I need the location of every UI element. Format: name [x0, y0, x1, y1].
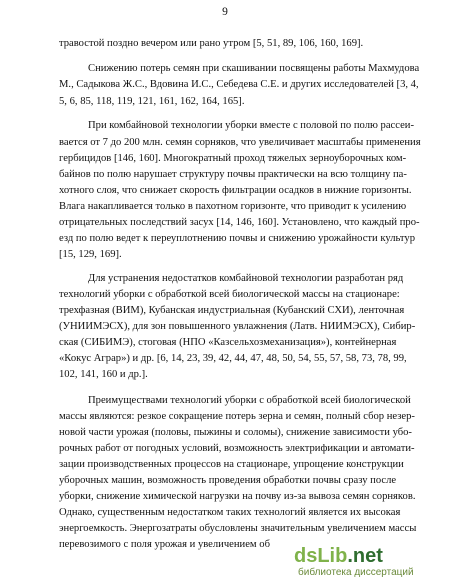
- text-line: Влага накапливается только в пахотном горизонте, что приводит к усилению: [59, 201, 407, 212]
- text-line: М., Садыкова Ж.С., Вдовина И.С., Себедева С.Е. и других исследователей [3, 4,: [59, 79, 419, 90]
- text-line: рочных работ от погодных условий, возможность электрификации и автомати-: [59, 443, 415, 454]
- text-line: 102, 141, 160 и др.].: [59, 369, 148, 380]
- text-line: массы являются: резкое сокращение потерь зерна и семян, полный сбор незер-: [59, 411, 415, 422]
- text-line: травостой поздно вечером или рано утром [5, 51, 89, 106, 160, 169].: [59, 38, 364, 49]
- dslib-logo: dsLib.net: [294, 545, 383, 567]
- text-line: При комбайновой технологии уборки вместе с половой по полю рассеи-: [88, 120, 414, 131]
- text-line: ская (СИБИМЭ), стоговая (НПО «Казсельхозмеханизация»), контейнерная: [59, 337, 397, 348]
- text-line: байнов по полю нарушает структуру почвы практически на всю толщину па-: [59, 169, 407, 180]
- text-line: зации производственных процессов на стационаре, упрощение конструкции: [59, 459, 404, 470]
- text-line: [15, 129, 169].: [59, 249, 122, 260]
- text-line: вается от 7 до 200 млн. семян сорняков, что увеличивает масштабы применения: [59, 137, 421, 148]
- text-line: отрицательных последствий засух [14, 146, 160]. Установлено, что каждый про-: [59, 217, 420, 228]
- text-line: уборки, снижение химической нагрузки на почву из-за вывоза семян сорняков.: [59, 491, 416, 502]
- text-line: гербицидов [146, 160]. Многократный проход тяжелых зерноуборочных ком-: [59, 153, 407, 164]
- text-line: Преимуществами технологий уборки с обработкой всей биологической: [88, 395, 411, 406]
- text-line: (УНИИМЭСХ), для зон повышенного увлажнения (Латв. НИИМЭСХ), Сибир-: [59, 321, 416, 332]
- dslib-watermark: [294, 544, 444, 580]
- text-line: «Кокус Аграр») и др. [6, 14, 23, 39, 42, 44, 47, 48, 50, 54, 55, 57, 58, 73, 78, 99,: [59, 353, 407, 364]
- text-line: Для устранения недостатков комбайновой технологии разработан ряд: [88, 273, 404, 284]
- text-line: 5, 6, 85, 118, 119, 121, 161, 162, 164, 165].: [59, 96, 245, 107]
- text-line: Однако, существенным недостатком таких технологий является их высокая: [59, 507, 401, 518]
- text-line: трехфазная (ВИМ), Кубанская индустриальная (Кубанский СХИ), ленточная: [59, 305, 405, 316]
- text-line: хотного слоя, что снижает скорость фильтрации осадков в нижние горизонты.: [59, 185, 412, 196]
- page-number: 9: [222, 6, 228, 18]
- text-line: технологий уборки с обработкой всей биологической массы на стационаре:: [59, 289, 400, 300]
- text-line: новой части урожая (половы, пыжины и соломы), снижение зависимости убо-: [59, 427, 412, 438]
- text-line: езд по полю ведет к переуплотнению почвы и снижению урожайности культур: [59, 233, 415, 244]
- text-line: уборочных машин, возможность проведения обработки почвы сразу после: [59, 475, 397, 486]
- text-line: Снижению потерь семян при скашивании посвящены работы Махмудова: [88, 63, 420, 74]
- text-line: перевозимого с поля урожая и увеличением об: [59, 539, 270, 550]
- watermark-subtitle: библиотека диссертаций: [298, 567, 414, 578]
- text-line: энергоемкость. Энергозатраты обусловлены значительным увеличением массы: [59, 523, 417, 534]
